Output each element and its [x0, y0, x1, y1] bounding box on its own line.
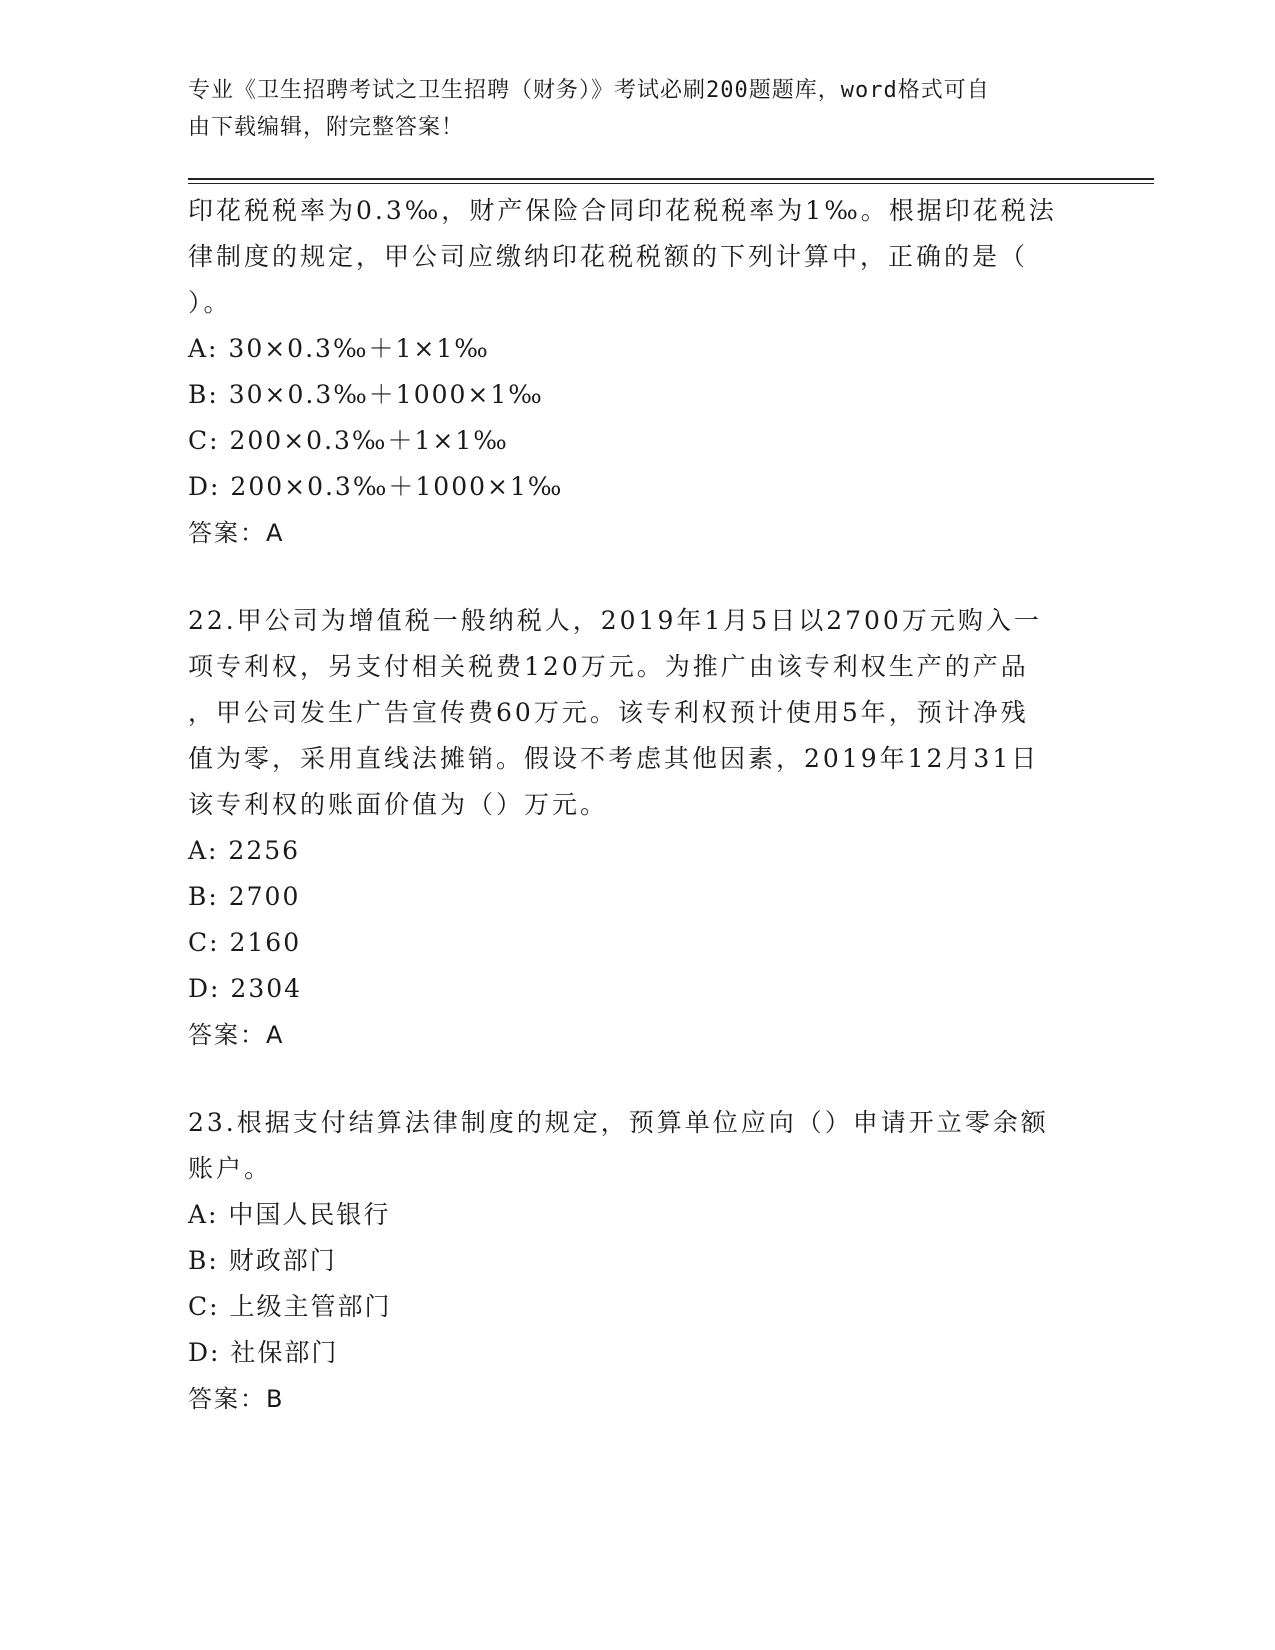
header-line-2: 由下载编辑，附完整答案！ — [188, 115, 465, 140]
question-22-option-c: C: 2160 — [188, 928, 302, 957]
question-22-option-b: B: 2700 — [188, 882, 301, 911]
question-22-line-4: 值为零，采用直线法摊销。假设不考虑其他因素，2019年12月31日 — [188, 744, 1040, 773]
question-23-answer: 答案：B — [188, 1385, 285, 1413]
question-22-option-d: D: 2304 — [188, 974, 303, 1003]
question-list — [188, 188, 1088, 1422]
question-23-option-a: A: 中国人民银行 — [188, 1200, 391, 1229]
question-23-line-1: 23.根据支付结算法律制度的规定，预算单位应向（）申请开立零余额 — [188, 1108, 1049, 1137]
question-22-answer: 答案：A — [188, 1021, 285, 1049]
spacer — [188, 556, 1088, 598]
spacer — [188, 1058, 1088, 1100]
question-21-option-c: C: 200×0.3‰＋1×1‰ — [188, 426, 509, 455]
header-rule-thin — [188, 183, 1154, 184]
question-21 — [188, 188, 1088, 556]
question-23-option-b: B: 财政部门 — [188, 1246, 337, 1275]
question-21-line-3: ）。 — [188, 288, 232, 317]
question-21-option-d: D: 200×0.3‰＋1000×1‰ — [188, 472, 564, 501]
question-22-line-1: 22.甲公司为增值税一般纳税人，2019年1月5日以2700万元购入一 — [188, 606, 1042, 635]
question-22-option-a: A: 2256 — [188, 836, 301, 865]
header-line-1: 专业《卫生招聘考试之卫生招聘（财务）》考试必刷200题题库，word格式可自 — [188, 78, 990, 103]
question-22 — [188, 598, 1088, 1058]
question-22-line-3: ，甲公司发生广告宣传费60万元。该专利权预计使用5年，预计净残 — [188, 698, 1029, 727]
question-22-line-2: 项专利权，另支付相关税费120万元。为推广由该专利权生产的产品 — [188, 652, 1029, 681]
question-23 — [188, 1100, 1088, 1422]
question-21-answer: 答案：A — [188, 519, 285, 547]
question-23-option-d: D: 社保部门 — [188, 1338, 339, 1367]
question-23-line-2: 账户。 — [188, 1154, 273, 1183]
document-header — [188, 72, 1068, 146]
question-21-option-b: B: 30×0.3‰＋1000×1‰ — [188, 380, 544, 409]
header-rule-thick — [188, 178, 1154, 180]
question-21-option-a: A: 30×0.3‰＋1×1‰ — [188, 334, 490, 363]
question-22-line-5: 该专利权的账面价值为（）万元。 — [188, 790, 609, 819]
question-23-option-c: C: 上级主管部门 — [188, 1292, 392, 1321]
question-21-line-2: 律制度的规定，甲公司应缴纳印花税税额的下列计算中，正确的是（ — [188, 242, 1029, 271]
question-21-line-1: 印花税税率为0.3‰，财产保险合同印花税税率为1‰。根据印花税法 — [188, 196, 1057, 225]
